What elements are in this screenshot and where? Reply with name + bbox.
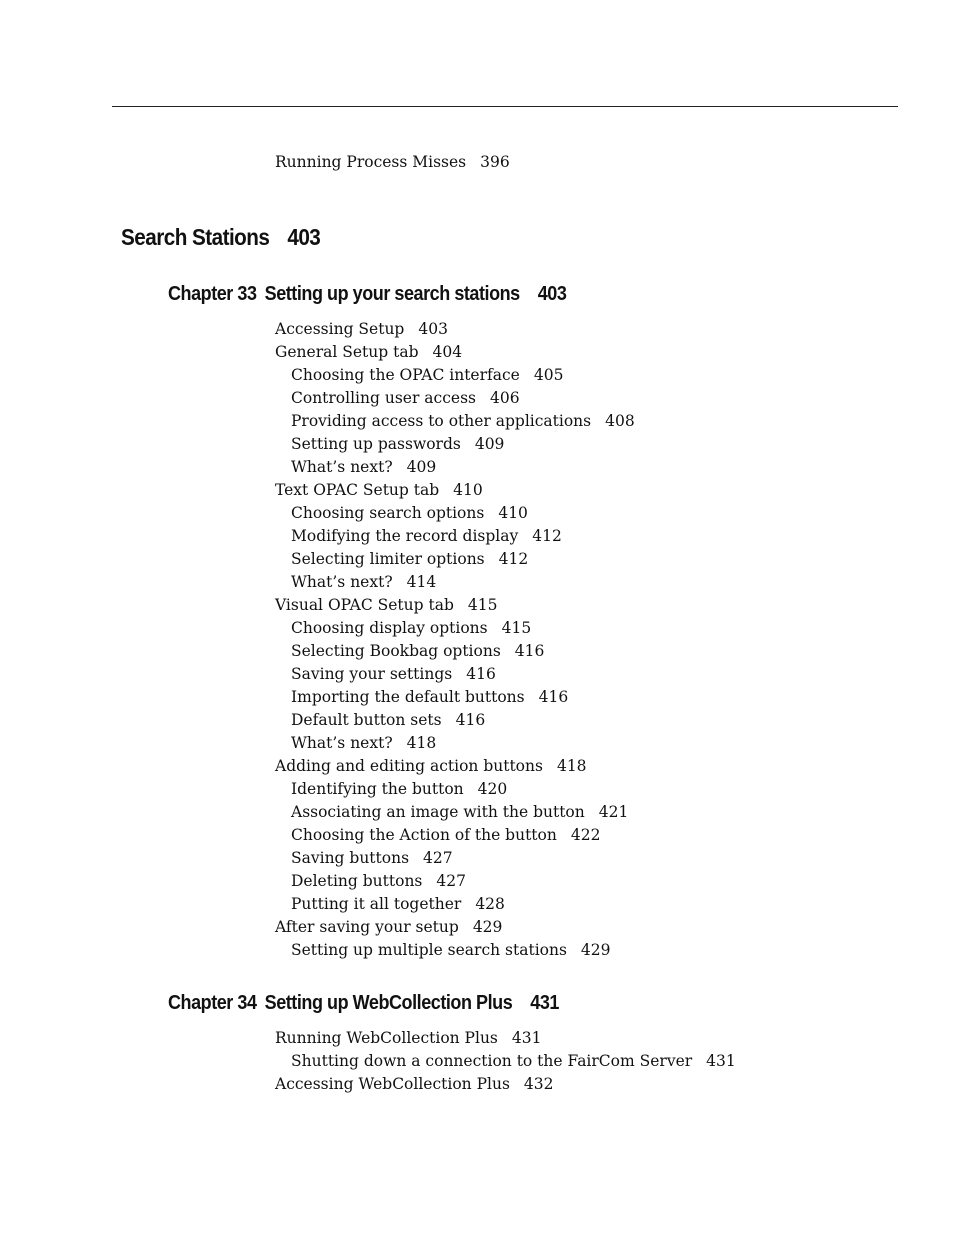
- toc-subentry[interactable]: [291, 617, 531, 640]
- toc-entry-page: 410: [498, 504, 528, 522]
- toc-subentry[interactable]: [291, 824, 600, 847]
- toc-entry-title: What’s next?: [291, 734, 393, 752]
- toc-entry-title: Choosing the Action of the button: [291, 826, 557, 844]
- toc-entry-page: 412: [498, 550, 529, 568]
- toc-entry-page: 403: [418, 320, 448, 338]
- toc-entry-page: 415: [467, 596, 498, 614]
- toc-entry-title: Choosing display options: [291, 619, 488, 637]
- toc-subentry[interactable]: [291, 387, 520, 410]
- toc-entry-page: 427: [436, 872, 466, 890]
- toc-entry-page: 416: [514, 642, 545, 660]
- toc-subentry[interactable]: [291, 732, 436, 755]
- chapter-title: Setting up your search stations: [264, 283, 520, 305]
- toc-entry-title: Selecting limiter options: [291, 550, 485, 568]
- toc-entry-title: Providing access to other applications: [291, 412, 592, 430]
- toc-entry[interactable]: [275, 318, 448, 341]
- toc-subentry[interactable]: [291, 502, 528, 525]
- toc-entry-page: 431: [706, 1052, 736, 1070]
- toc-entry-title: Associating an image with the button: [291, 803, 585, 821]
- toc-subentry[interactable]: [291, 525, 562, 548]
- toc-entry-page: 406: [489, 389, 520, 407]
- toc-entry-page: 420: [477, 780, 508, 798]
- toc-entry-title: Modifying the record display: [291, 527, 519, 545]
- toc-entry-title: General Setup tab: [275, 343, 419, 361]
- toc-entry-page: 418: [406, 734, 437, 752]
- chapter-page: 431: [530, 992, 559, 1014]
- toc-entry-page: 415: [501, 619, 532, 637]
- toc-subentry[interactable]: [291, 663, 496, 686]
- toc-entry[interactable]: [275, 916, 502, 939]
- toc-entry-page: 431: [511, 1029, 542, 1047]
- toc-entry-page: 416: [455, 711, 486, 729]
- chapter-label: Chapter 34: [168, 992, 257, 1014]
- toc-entry-title: Putting it all together: [291, 895, 462, 913]
- chapter-34-heading[interactable]: [168, 992, 559, 1015]
- toc-subentry[interactable]: [291, 364, 563, 387]
- toc-entry-title: Text OPAC Setup tab: [275, 481, 440, 499]
- toc-entry-page: 416: [466, 665, 496, 683]
- toc-entry-title: Controlling user access: [291, 389, 476, 407]
- toc-entry-title: Accessing WebCollection Plus: [275, 1075, 510, 1093]
- toc-entry-page: 427: [423, 849, 453, 867]
- toc-subentry[interactable]: [291, 870, 466, 893]
- toc-entry-title: Setting up multiple search stations: [291, 941, 567, 959]
- toc-subentry[interactable]: [291, 709, 485, 732]
- chapter-page: 403: [537, 283, 567, 305]
- toc-entry-page: 409: [474, 435, 505, 453]
- toc-subentry[interactable]: [291, 548, 528, 571]
- toc-entry[interactable]: [275, 755, 587, 778]
- toc-entry[interactable]: [275, 479, 483, 502]
- toc-entry[interactable]: [275, 151, 510, 174]
- toc-entry-title: What’s next?: [291, 458, 393, 476]
- toc-entry-page: 409: [406, 458, 437, 476]
- toc-subentry[interactable]: [291, 410, 635, 433]
- toc-entry-title: After saving your setup: [275, 918, 459, 936]
- toc-entry-title: Running Process Misses: [275, 153, 467, 171]
- chapter-label: Chapter 33: [168, 283, 257, 305]
- toc-entry-page: 404: [432, 343, 463, 361]
- toc-entry-title: Accessing Setup: [275, 320, 405, 338]
- toc-entry-title: Selecting Bookbag options: [291, 642, 501, 660]
- toc-entry[interactable]: [275, 594, 497, 617]
- toc-subentry[interactable]: [291, 1050, 736, 1073]
- toc-subentry[interactable]: [291, 433, 504, 456]
- part-page: 403: [287, 224, 321, 250]
- header-rule: [112, 106, 898, 107]
- toc-entry-page: 405: [533, 366, 564, 384]
- toc-entry-title: Setting up passwords: [291, 435, 461, 453]
- toc-subentry[interactable]: [291, 893, 505, 916]
- part-title: Search Stations: [121, 224, 270, 250]
- toc-entry-page: 412: [532, 527, 562, 545]
- toc-entry-title: Identifying the button: [291, 780, 464, 798]
- toc-entry-title: Saving your settings: [291, 665, 453, 683]
- toc-entry-page: 422: [570, 826, 601, 844]
- toc-entry-title: Visual OPAC Setup tab: [275, 596, 454, 614]
- toc-subentry[interactable]: [291, 801, 628, 824]
- toc-entry-page: 416: [538, 688, 569, 706]
- toc-entry-title: Saving buttons: [291, 849, 410, 867]
- chapter-title: Setting up WebCollection Plus: [264, 992, 513, 1014]
- toc-entry-page: 418: [556, 757, 587, 775]
- toc-entry-title: Running WebCollection Plus: [275, 1029, 498, 1047]
- toc-entry-title: Adding and editing action buttons: [275, 757, 543, 775]
- toc-entry-page: 432: [523, 1075, 554, 1093]
- toc-entry-page: 429: [472, 918, 503, 936]
- toc-entry-title: Choosing the OPAC interface: [291, 366, 520, 384]
- toc-entry[interactable]: [275, 1073, 554, 1096]
- toc-entry-title: Default button sets: [291, 711, 442, 729]
- toc-entry-title: Deleting buttons: [291, 872, 423, 890]
- toc-entry-title: What’s next?: [291, 573, 393, 591]
- toc-entry-page: 429: [580, 941, 611, 959]
- chapter-33-heading[interactable]: [168, 283, 566, 306]
- toc-entry-page: 396: [480, 153, 510, 171]
- toc-entry-title: Choosing search options: [291, 504, 485, 522]
- toc-entry-title: Shutting down a connection to the FairCom Server: [291, 1052, 693, 1070]
- toc-subentry[interactable]: [291, 640, 544, 663]
- toc-subentry[interactable]: [291, 778, 507, 801]
- toc-subentry[interactable]: [291, 571, 436, 594]
- toc-subentry[interactable]: [291, 939, 611, 962]
- toc-subentry[interactable]: [291, 456, 436, 479]
- toc-subentry[interactable]: [291, 847, 453, 870]
- toc-entry[interactable]: [275, 1027, 541, 1050]
- toc-entry-page: 410: [453, 481, 483, 499]
- toc-entry-page: 414: [406, 573, 437, 591]
- toc-entry-page: 428: [475, 895, 505, 913]
- toc-entry[interactable]: [275, 341, 462, 364]
- part-heading[interactable]: [121, 224, 320, 251]
- toc-subentry[interactable]: [291, 686, 568, 709]
- toc-entry-title: Importing the default buttons: [291, 688, 525, 706]
- toc-entry-page: 408: [605, 412, 635, 430]
- toc-entry-page: 421: [598, 803, 629, 821]
